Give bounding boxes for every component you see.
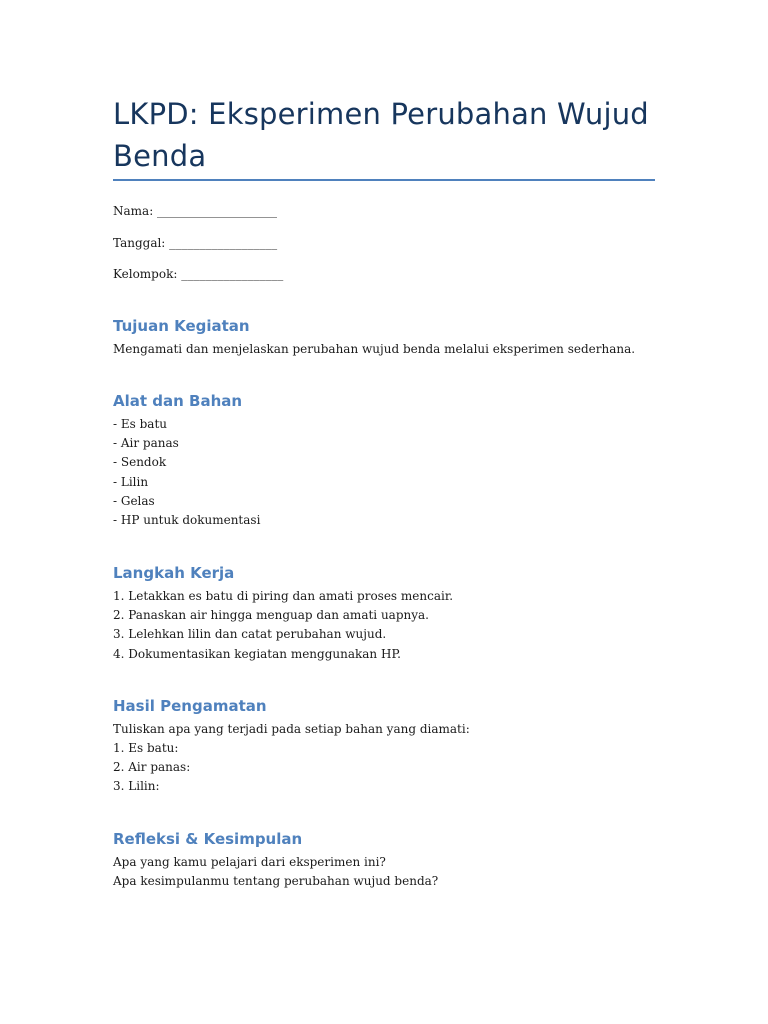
- list-item: 3. Lilin:: [113, 779, 160, 794]
- field-nama: Nama: ____________________: [113, 204, 278, 218]
- section-heading-refleksi: Refleksi & Kesimpulan: [113, 830, 303, 848]
- document-title: LKPD: Eksperimen Perubahan Wujud Benda: [113, 97, 649, 173]
- list-hasil-pengamatan: [113, 739, 190, 797]
- list-item: Apa kesimpulanmu tentang perubahan wujud benda?: [113, 874, 439, 889]
- section-intro-hasil: Tuliskan apa yang terjadi pada setiap bahan yang diamati:: [113, 722, 470, 736]
- section-text-tujuan: Mengamati dan menjelaskan perubahan wujud benda melalui eksperimen sederhana.: [113, 342, 636, 356]
- list-item: - HP untuk dokumentasi: [113, 513, 261, 528]
- field-kelompok: Kelompok: _________________: [113, 267, 284, 281]
- list-item: - Gelas: [113, 493, 155, 508]
- list-item: - Lilin: [113, 474, 149, 489]
- list-refleksi: [113, 853, 438, 891]
- section-heading-hasil: Hasil Pengamatan: [113, 697, 267, 715]
- list-item: 2. Panaskan air hingga menguap dan amati uapnya.: [113, 608, 429, 623]
- section-heading-langkah: Langkah Kerja: [113, 564, 235, 582]
- list-alat-bahan: [113, 415, 260, 530]
- title-underline: [113, 179, 655, 181]
- section-heading-tujuan: Tujuan Kegiatan: [113, 317, 250, 335]
- list-item: - Sendok: [113, 455, 167, 470]
- list-item: - Air panas: [113, 436, 179, 451]
- list-item: 2. Air panas:: [113, 760, 191, 775]
- section-heading-alat: Alat dan Bahan: [113, 392, 243, 410]
- list-langkah-kerja: [113, 587, 453, 664]
- field-tanggal: Tanggal: __________________: [113, 236, 278, 250]
- list-item: - Es batu: [113, 417, 167, 431]
- list-item: 4. Dokumentasikan kegiatan menggunakan HP.: [113, 646, 401, 661]
- list-item: Apa yang kamu pelajari dari eksperimen ini?: [113, 855, 386, 869]
- list-item: 3. Lelehkan lilin dan catat perubahan wujud.: [113, 627, 387, 642]
- list-item: 1. Letakkan es batu di piring dan amati proses mencair.: [113, 589, 454, 603]
- list-item: 1. Es batu:: [113, 741, 179, 755]
